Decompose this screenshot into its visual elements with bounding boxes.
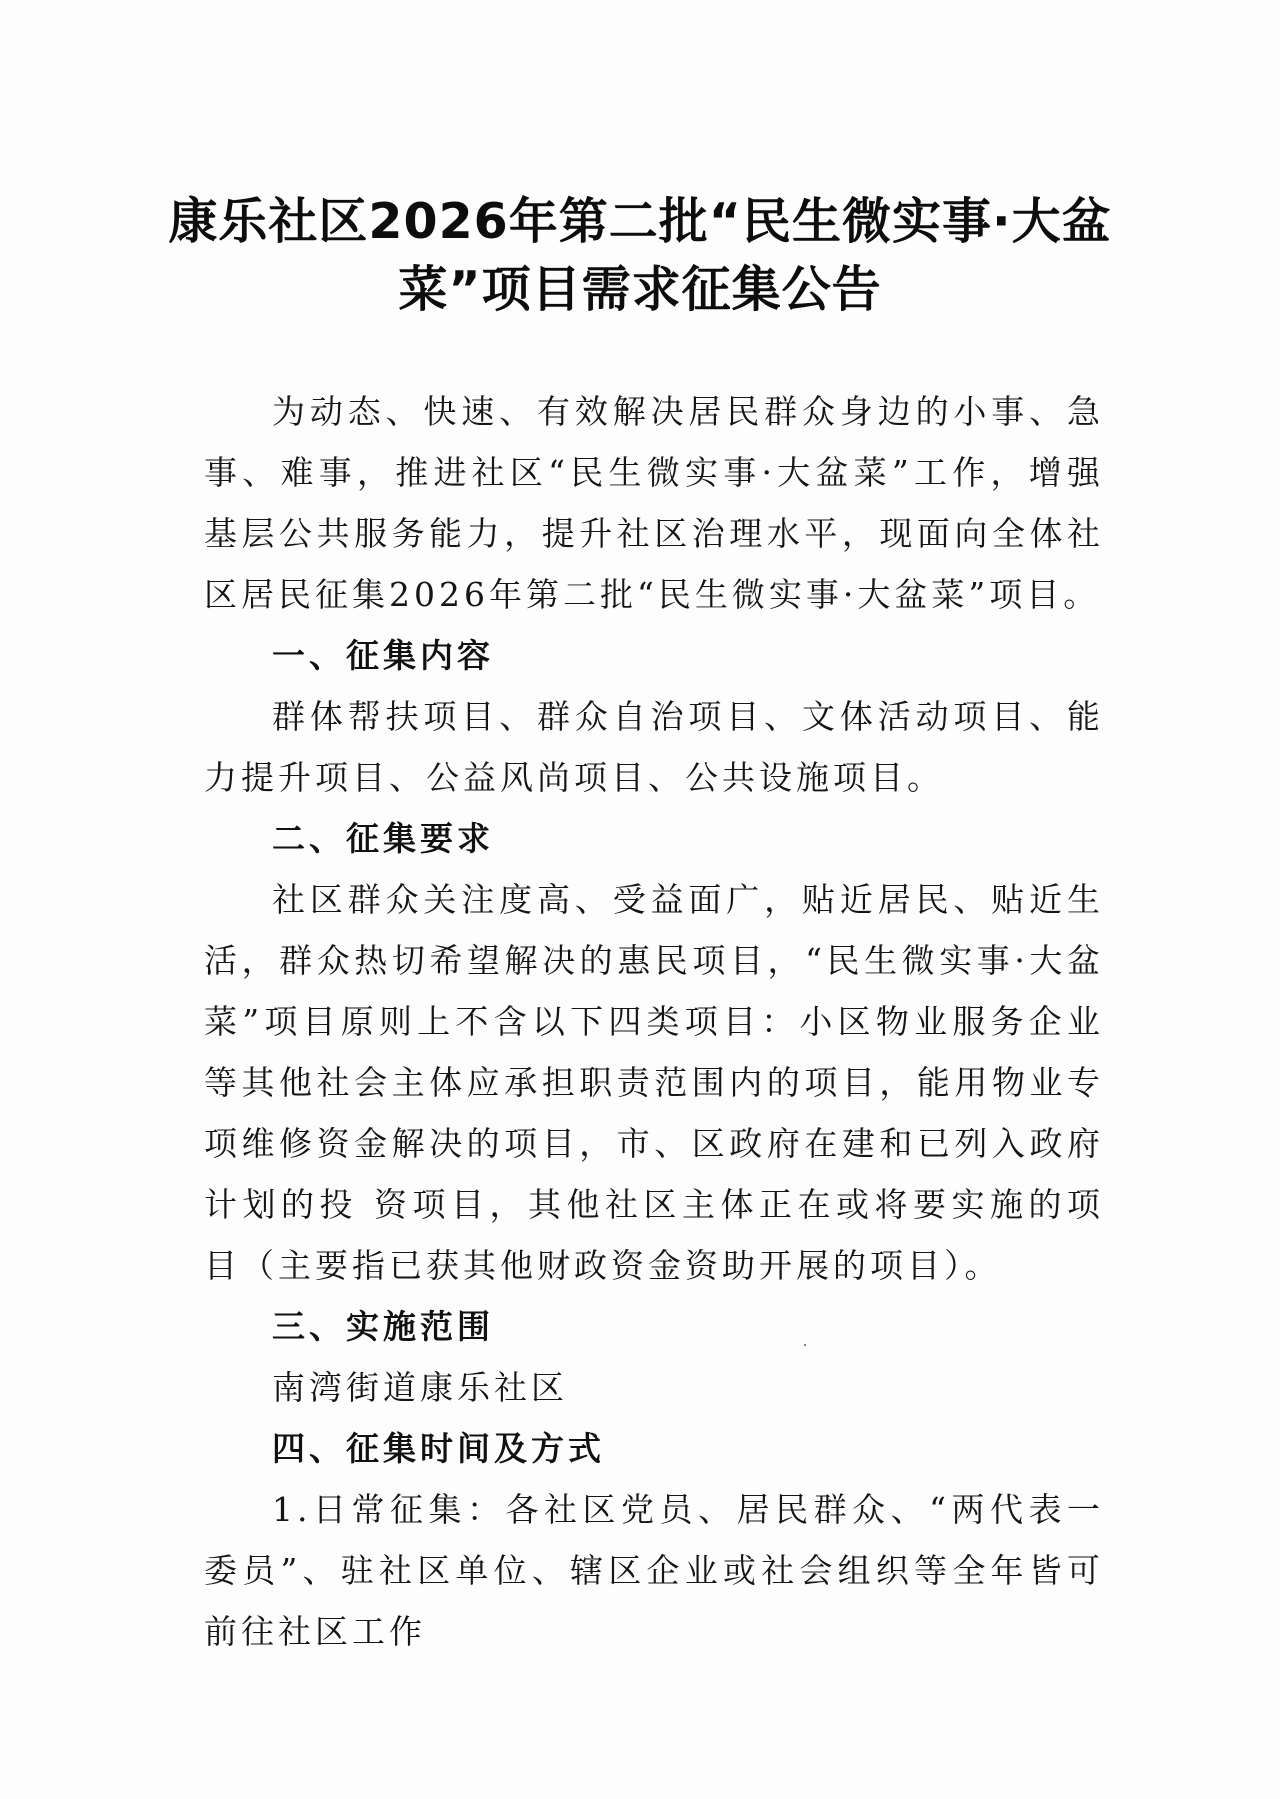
section-text-4: 1.日常征集：各社区党员、居民群众、“两代表一委员”、驻社区单位、辖区企业或社会组织等全年皆可前往社区工作 [204,1490,1104,1651]
scan-speck [804,1344,806,1346]
section-text-2: 社区群众关注度高、受益面广，贴近居民、贴近生活，群众热切希望解决的惠民项目，“民生微实事·大盆菜”项目原则上不含以下四类项目：小区物业服务企业等其他社会主体应承担职责范围内的项目，能用物业专项维修资金解决的项目，市、区政府在建和已列入政府计划的投 资项目，其他社区主体正在或将要实施的项目（主要指已获其他财政资金资助开展的项目）。 [204,880,1104,1285]
document-body [204,381,1104,1662]
intro-paragraph: 为动态、快速、有效解决居民群众身边的小事、急事、难事，推进社区“民生微实事·大盆菜”工作，增强基层公共服务能力，提升社区治理水平，现面向全体社区居民征集2026年第二批“民生微实事·大盆菜”项目。 [204,392,1104,614]
section-text-1: 群体帮扶项目、群众自治项目、文体活动项目、能力提升项目、公益风尚项目、公共设施项目。 [204,697,1104,797]
section-heading-3: 三、实施范围 [272,1307,494,1346]
section-heading-1: 一、征集内容 [272,636,494,675]
section-text-3: 南湾街道康乐社区 [272,1368,568,1407]
document-title: 康乐社区2026年第二批“民生微实事·大盆菜”项目需求征集公告 [168,193,1112,318]
section-heading-4: 四、征集时间及方式 [272,1429,605,1468]
section-heading-2: 二、征集要求 [272,819,494,858]
